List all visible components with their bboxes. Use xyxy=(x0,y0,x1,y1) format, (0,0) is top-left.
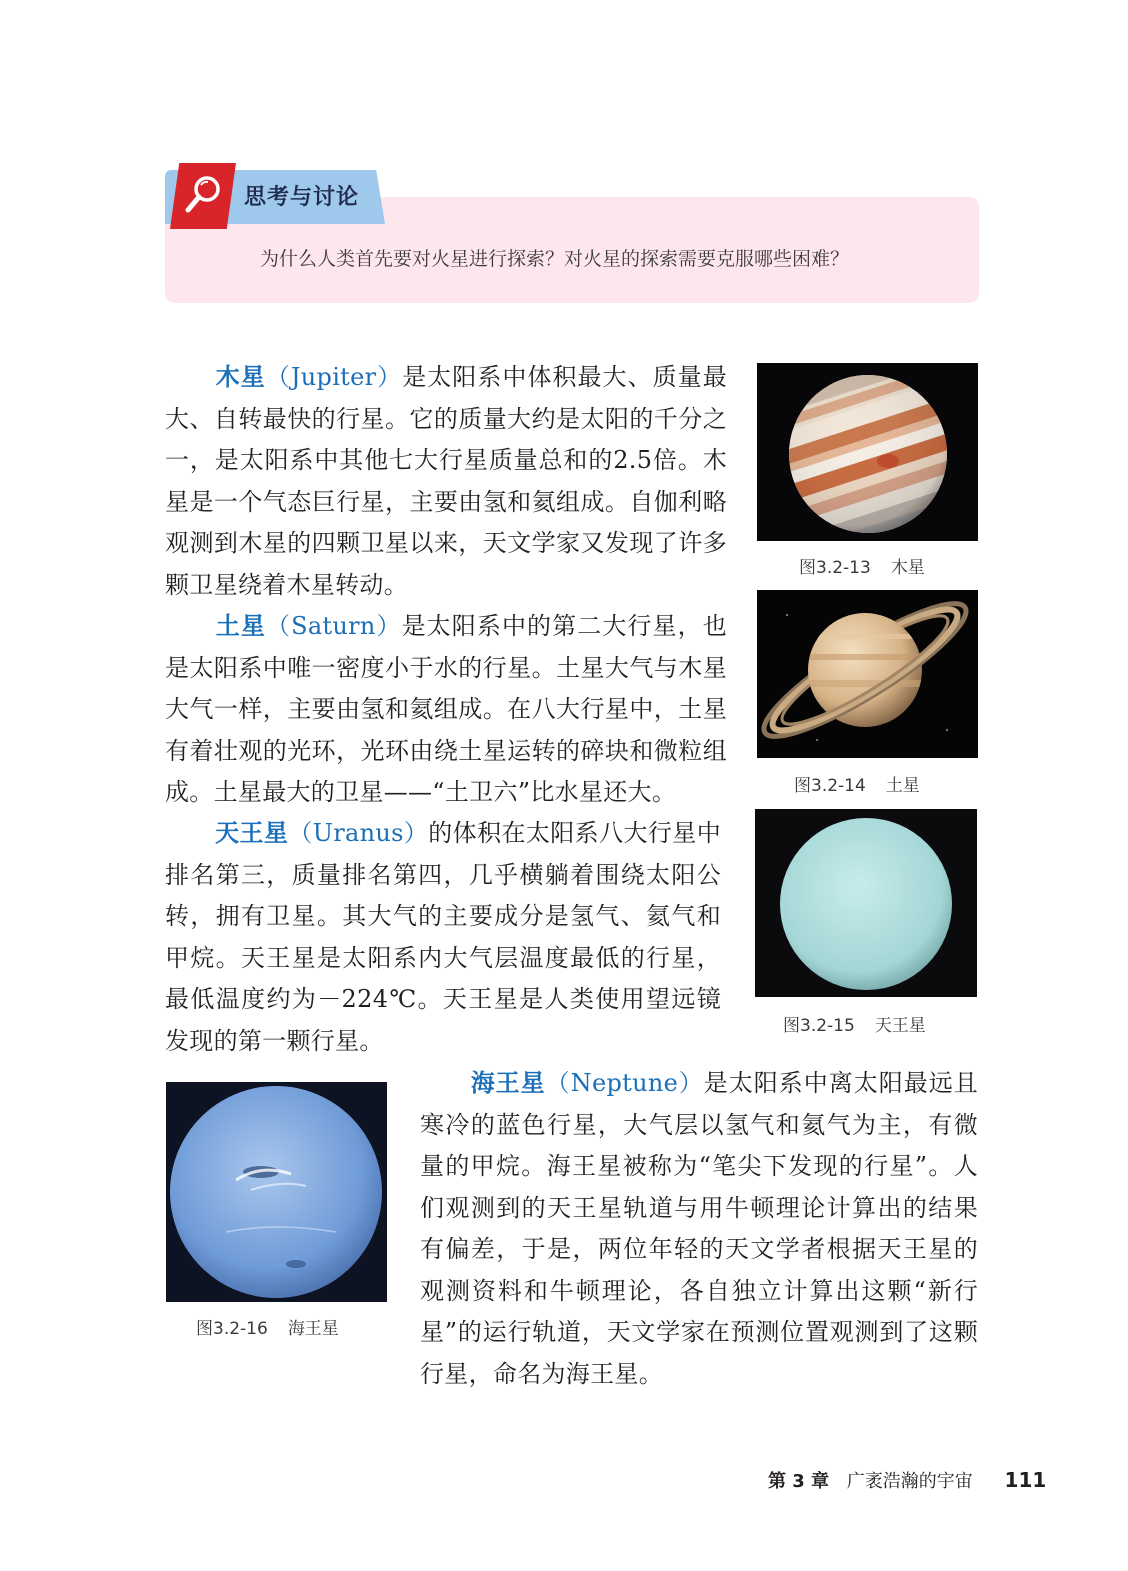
chapter-title: 广袤浩瀚的宇宙 xyxy=(846,1471,973,1492)
discussion-title: 思考与讨论 xyxy=(244,185,360,210)
saturn-english: （Saturn） xyxy=(265,612,402,640)
figure-number: 图3.2-13 xyxy=(799,558,871,578)
figure-label: 木星 xyxy=(890,558,925,578)
uranus-term: 天王星 xyxy=(215,819,289,847)
figure-number: 图3.2-14 xyxy=(794,776,866,796)
chapter-number: 第 3 章 xyxy=(768,1471,830,1492)
figure-caption-saturn xyxy=(794,771,920,796)
page-number: 111 xyxy=(1004,1468,1047,1492)
uranus-english: （Uranus） xyxy=(288,819,429,847)
uranus-paragraph xyxy=(165,813,721,1062)
neptune-term: 海王星 xyxy=(470,1069,546,1097)
figure-number: 图3.2-15 xyxy=(783,1016,855,1036)
saturn-illustration xyxy=(757,590,978,758)
jupiter-english: （Jupiter） xyxy=(265,363,403,391)
jupiter-illustration xyxy=(757,363,978,541)
jupiter-term: 木星 xyxy=(215,363,266,391)
jupiter-paragraph xyxy=(165,357,727,606)
figure-label: 海王星 xyxy=(287,1319,339,1339)
neptune-image xyxy=(166,1082,387,1302)
uranus-text: 的体积在太阳系八大行星中排名第三，质量排名第四，几乎横躺着围绕太阳公转，拥有卫星。其大气的主要成分是氢气、氦气和甲烷。天王星是太阳系内大气层温度最低的行星，最低温度约为－224℃。天王星是人类使用望远镜发现的第一颗行星。 xyxy=(165,819,721,1055)
neptune-paragraph xyxy=(420,1063,978,1395)
neptune-english: （Neptune） xyxy=(545,1069,704,1097)
jupiter-image xyxy=(757,363,978,541)
neptune-illustration xyxy=(166,1082,387,1302)
saturn-image xyxy=(757,590,978,758)
discussion-icon-badge xyxy=(170,163,236,229)
magnifier-icon xyxy=(183,173,223,219)
figure-label: 土星 xyxy=(885,776,920,796)
uranus-illustration xyxy=(755,809,977,997)
figure-number: 图3.2-16 xyxy=(196,1319,268,1339)
jupiter-text: 是太阳系中体积最大、质量最大、自转最快的行星。它的质量大约是太阳的千分之一，是太阳系中其他七大行星质量总和的2.5倍。木星是一个气态巨行星，主要由氢和氦组成。自伽利略观测到木星的四颗卫星以来，天文学家又发现了许多颗卫星绕着木星转动。 xyxy=(165,363,727,599)
neptune-text: 是太阳系中离太阳最远且寒冷的蓝色行星，大气层以氢气和氦气为主，有微量的甲烷。海王星被称为“笔尖下发现的行星”。人们观测到的天王星轨道与用牛顿理论计算出的结果有偏差，于是，两位年轻的天文学者根据天王星的观测资料和牛顿理论，各自独立计算出这颗“新行星”的运行轨道，天文学家在预测位置观测到了这颗行星，命名为海王星。 xyxy=(420,1069,978,1388)
page-footer xyxy=(768,1467,1046,1493)
figure-caption-neptune xyxy=(196,1314,339,1339)
figure-caption-uranus xyxy=(783,1011,926,1036)
discussion-question: 为什么人类首先要对火星进行探索？对火星的探索需要克服哪些困难？ xyxy=(260,248,850,270)
figure-label: 天王星 xyxy=(874,1016,926,1036)
saturn-text: 是太阳系中的第二大行星，也是太阳系中唯一密度小于水的行星。土星大气与木星大气一样，主要由氢和氦组成。在八大行星中，土星有着壮观的光环，光环由绕土星运转的碎块和微粒组成。土星最大的卫星——“土卫六”比水星还大。 xyxy=(165,612,727,806)
saturn-term: 土星 xyxy=(215,612,266,640)
uranus-image xyxy=(755,809,977,997)
saturn-paragraph xyxy=(165,606,727,814)
figure-caption-jupiter xyxy=(799,553,925,578)
